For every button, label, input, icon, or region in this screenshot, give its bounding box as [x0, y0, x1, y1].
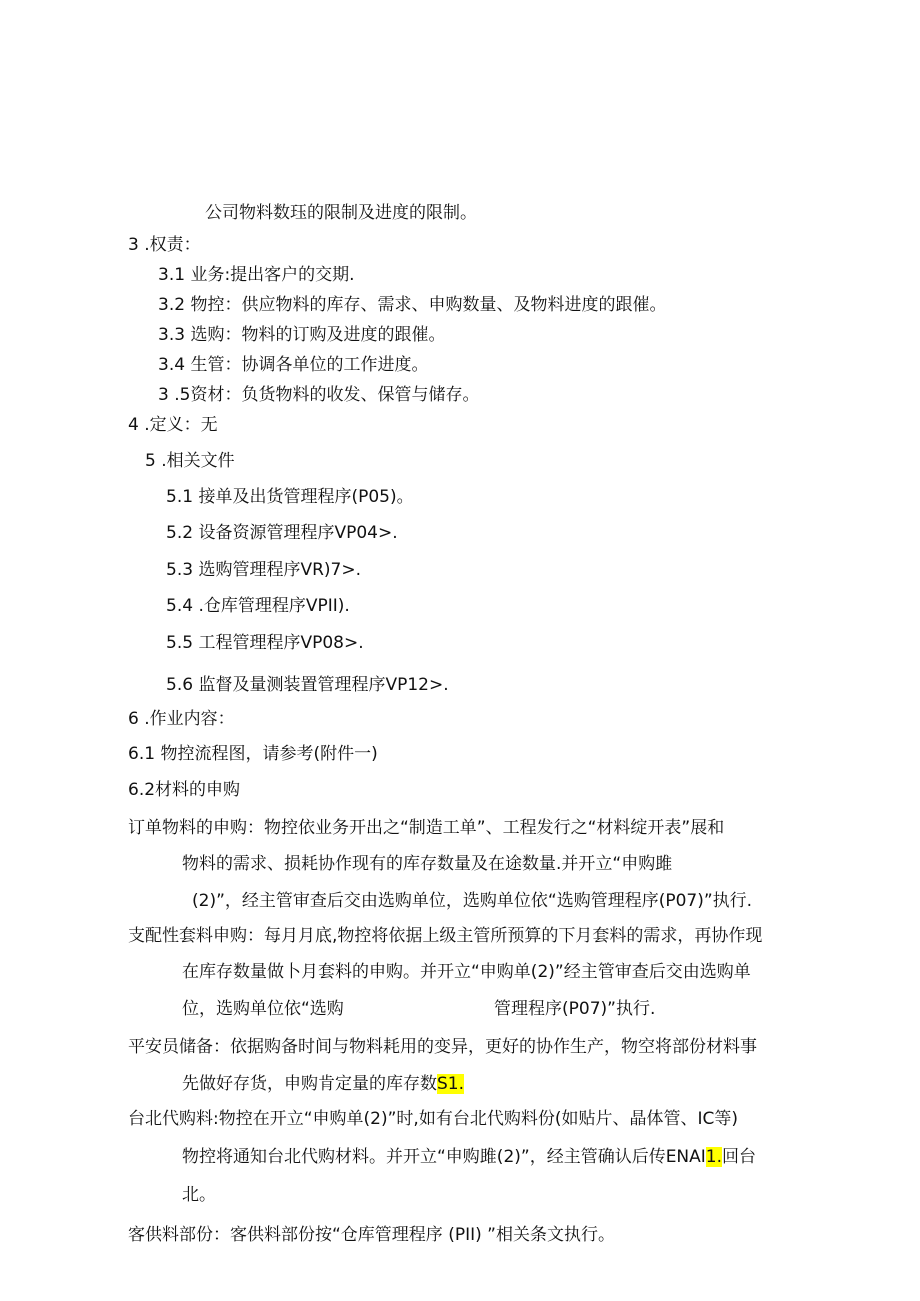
- list-item: 3.3 选购：物料的订购及进度的跟催。: [158, 325, 446, 345]
- paragraph-line: 台北代购料:物控在开立“申购单(2)”时,如有台北代购料份(如贴片、晶体管、IC等): [128, 1109, 738, 1129]
- paragraph-line: 公司物料数珏的限制及进度的限制。: [205, 203, 477, 223]
- list-item: 5.2 设备资源管理程序VP04>.: [166, 523, 398, 543]
- section-heading: 5 .相关文件: [145, 451, 235, 471]
- paragraph-line: 管理程序(P07)”执行.: [494, 999, 656, 1019]
- highlighted-text: S1.: [437, 1074, 465, 1094]
- paragraph-line: [182, 1073, 464, 1095]
- paragraph-line: 位，选购单位依“选购: [182, 999, 344, 1019]
- highlighted-text: 1.: [705, 1147, 723, 1167]
- paragraph-line: 客供料部份：客供料部份按“仓库管理程序 (PII) ”相关条文执行。: [128, 1225, 615, 1245]
- section-heading: 6.2材料的申购: [128, 780, 241, 800]
- paragraph-text: 物控将通知台北代购材料。并开立“申购雎(2)”，经主管确认后传ENAI: [182, 1147, 706, 1167]
- section-heading: 4 .定义：无: [128, 415, 218, 435]
- paragraph-line: 订单物料的申购：物控依业务开出之“制造工单”、工程发行之“材料绽开表”展和: [128, 818, 725, 838]
- list-item: 3 .5资材：负货物料的收发、保管与储存。: [158, 385, 480, 405]
- paragraph-line: 平安员储备：依据购备时间与物料耗用的变异，更好的协作生产，物空将部份材料事: [128, 1037, 757, 1057]
- list-item: 5.3 选购管理程序VR)7>.: [166, 560, 361, 580]
- section-heading: 3 .权责：: [128, 235, 201, 255]
- list-item: 5.6 监督及量测装置管理程序VP12>.: [166, 675, 449, 695]
- paragraph-line: 北。: [182, 1185, 216, 1205]
- list-item: 3.2 物控：供应物料的库存、需求、申购数量、及物料进度的跟催。: [158, 295, 667, 315]
- paragraph-line: 物料的需求、损耗协作现有的库存数量及在途数量.并开立“申购雎: [182, 854, 673, 874]
- paragraph-text: 先做好存货，申购肯定量的库存数: [182, 1074, 437, 1094]
- list-item: 3.1 业务:提出客户的交期.: [158, 265, 355, 285]
- list-item: 5.5 工程管理程序VP08>.: [166, 633, 364, 653]
- list-item: 3.4 生管：协调各单位的工作进度。: [158, 355, 429, 375]
- paragraph-line: (2)”，经主管审查后交由选购单位，选购单位依“选购管理程序(P07)”执行.: [192, 891, 753, 911]
- list-item: 6.1 物控流程图，请参考(附件一): [128, 744, 378, 764]
- paragraph-line: [182, 1146, 756, 1168]
- section-heading: 6 .作业内容：: [128, 709, 235, 729]
- paragraph-line: 在库存数量做卜月套料的申购。并开立“申购单(2)”经主管审查后交由选购单: [182, 962, 751, 982]
- list-item: 5.4 .仓库管理程序VPII).: [166, 596, 350, 616]
- list-item: 5.1 接单及出货管理程序(P05)。: [166, 487, 414, 507]
- paragraph-text: 回台: [722, 1147, 757, 1167]
- paragraph-line: 支配性套料申购：每月月底,物控将依据上级主管所预算的下月套料的需求，再协作现: [128, 926, 763, 946]
